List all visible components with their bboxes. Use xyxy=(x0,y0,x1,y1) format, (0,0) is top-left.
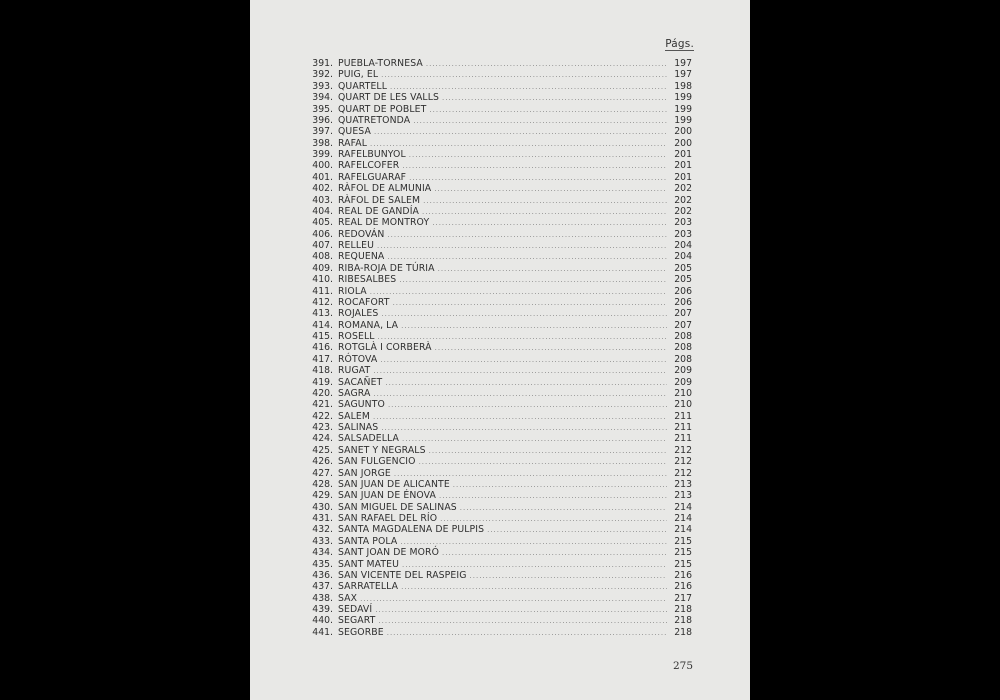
entry-number: 404. xyxy=(312,205,333,217)
entry-page: 214 xyxy=(674,524,692,536)
dot-leader xyxy=(380,355,667,366)
toc-entry xyxy=(306,502,692,513)
toc-entry xyxy=(306,445,692,456)
entry-number: 415. xyxy=(312,331,333,342)
toc-entry xyxy=(306,229,692,240)
toc-entry xyxy=(306,115,692,126)
entry-number: 406. xyxy=(312,228,333,240)
entry-page: 213 xyxy=(674,478,692,490)
toc-entry xyxy=(306,468,692,479)
entry-page: 199 xyxy=(674,114,692,126)
entry-page: 207 xyxy=(674,308,692,320)
entry-name: SALEM xyxy=(338,410,371,422)
entry-page: 211 xyxy=(674,422,692,433)
entry-name: SEGART xyxy=(338,615,376,627)
entry-number: 425. xyxy=(312,444,333,456)
entry-name: REAL DE MONTROY xyxy=(338,217,430,229)
entry-number: 440. xyxy=(312,615,333,627)
toc-entry xyxy=(306,81,692,92)
entry-name: ROMANA, LA xyxy=(338,319,399,331)
entry-name: RELLEU xyxy=(338,240,374,251)
toc-entry xyxy=(306,593,692,604)
entry-number: 427. xyxy=(312,467,333,479)
entry-name: ROTGLÀ I CORBERÀ xyxy=(338,342,432,354)
entry-page: 212 xyxy=(674,444,692,456)
dot-leader xyxy=(373,412,667,423)
dot-leader xyxy=(453,480,667,491)
dot-leader xyxy=(402,434,667,445)
toc-entry xyxy=(306,92,692,103)
entry-number: 395. xyxy=(312,103,333,115)
toc-entry xyxy=(306,342,692,353)
entry-name: SAN JUAN DE ALICANTE xyxy=(338,478,450,490)
entry-name: SANTA POLA xyxy=(338,535,398,547)
entry-page: 197 xyxy=(674,58,692,69)
entry-page: 197 xyxy=(674,69,692,81)
toc-entry xyxy=(306,559,692,570)
entry-page: 212 xyxy=(674,456,692,468)
toc-entry xyxy=(306,524,692,535)
entry-page: 215 xyxy=(674,535,692,547)
toc-entry xyxy=(306,58,692,69)
entry-page: 208 xyxy=(674,342,692,354)
entry-number: 411. xyxy=(312,285,333,297)
entry-number: 438. xyxy=(312,592,333,604)
entry-number: 397. xyxy=(312,126,333,138)
entry-page: 203 xyxy=(674,217,692,229)
entry-number: 426. xyxy=(312,456,333,468)
entry-number: 420. xyxy=(312,387,333,399)
entry-number: 405. xyxy=(312,217,333,229)
entry-number: 417. xyxy=(312,353,333,365)
toc-entry xyxy=(306,69,692,80)
dot-leader xyxy=(423,196,667,207)
entry-name: RÀFOL DE ALMUNIA xyxy=(338,183,432,195)
entry-name: REQUENA xyxy=(338,251,385,263)
entry-name: RIBESALBES xyxy=(338,274,397,286)
dot-leader xyxy=(413,116,667,127)
entry-number: 409. xyxy=(312,262,333,274)
dot-leader xyxy=(387,230,667,241)
document-page xyxy=(250,0,750,700)
entry-number: 393. xyxy=(312,80,333,92)
dot-leader xyxy=(370,287,667,298)
toc-entry xyxy=(306,627,692,638)
entry-number: 416. xyxy=(312,342,333,354)
entry-page: 216 xyxy=(674,569,692,581)
entry-name: REAL DE GANDÍA xyxy=(338,205,419,217)
entry-number: 391. xyxy=(312,58,333,69)
dot-leader xyxy=(402,161,667,172)
entry-page: 206 xyxy=(674,285,692,297)
entry-number: 430. xyxy=(312,501,333,513)
entry-page: 211 xyxy=(674,433,692,445)
entry-page: 200 xyxy=(674,137,692,149)
entry-number: 435. xyxy=(312,558,333,570)
entry-number: 419. xyxy=(312,376,333,388)
entry-page: 210 xyxy=(674,399,692,411)
toc-entry xyxy=(306,195,692,206)
dot-leader xyxy=(378,616,667,627)
dot-leader xyxy=(388,400,667,411)
dot-leader xyxy=(429,105,667,116)
entry-number: 428. xyxy=(312,478,333,490)
toc-entry xyxy=(306,263,692,274)
dot-leader xyxy=(381,309,667,320)
toc-entry xyxy=(306,308,692,319)
entry-page: 208 xyxy=(674,331,692,342)
toc-entry xyxy=(306,513,692,524)
entry-name: QUART DE LES VALLS xyxy=(338,92,439,104)
entry-name: SAN FULGENCIO xyxy=(338,456,416,468)
entry-page: 209 xyxy=(674,365,692,377)
dot-leader xyxy=(422,207,667,218)
entry-number: 439. xyxy=(312,604,333,615)
entry-page: 209 xyxy=(674,376,692,388)
entry-name: SANT JOAN DE MORÓ xyxy=(338,547,439,559)
entry-number: 418. xyxy=(312,365,333,377)
toc-entry xyxy=(306,456,692,467)
dot-leader xyxy=(387,628,667,639)
entry-name: SAN MIGUEL DE SALINAS xyxy=(338,501,457,513)
entry-page: 216 xyxy=(674,581,692,593)
entry-page: 206 xyxy=(674,296,692,308)
entry-page: 212 xyxy=(674,467,692,479)
dot-leader xyxy=(487,525,667,536)
pages-column-header: Págs. xyxy=(665,38,694,50)
dot-leader xyxy=(401,582,667,593)
entry-page: 214 xyxy=(674,513,692,524)
toc-entry xyxy=(306,615,692,626)
entry-name: SAGUNTO xyxy=(338,399,385,411)
entry-name: SALSADELLA xyxy=(338,433,400,445)
entry-name: SEDAVÍ xyxy=(338,604,373,615)
entry-number: 423. xyxy=(312,422,333,433)
dot-leader xyxy=(400,537,667,548)
entry-number: 399. xyxy=(312,149,333,160)
entry-name: RAFELGUARAF xyxy=(338,171,407,183)
toc-entry xyxy=(306,149,692,160)
entry-number: 436. xyxy=(312,569,333,581)
entry-page: 214 xyxy=(674,501,692,513)
toc-entry xyxy=(306,320,692,331)
entry-page: 201 xyxy=(674,160,692,172)
entry-number: 394. xyxy=(312,92,333,104)
entry-number: 413. xyxy=(312,308,333,320)
dot-leader xyxy=(377,241,667,252)
toc-entry xyxy=(306,377,692,388)
entry-page: 203 xyxy=(674,228,692,240)
entry-name: SAN VICENTE DEL RASPEIG xyxy=(338,569,467,581)
page-number: 275 xyxy=(672,660,693,672)
entry-number: 421. xyxy=(312,399,333,411)
dot-leader xyxy=(373,389,667,400)
dot-leader xyxy=(432,218,667,229)
toc-entry xyxy=(306,331,692,342)
entry-page: 215 xyxy=(674,558,692,570)
entry-page: 218 xyxy=(674,615,692,627)
toc-entry xyxy=(306,479,692,490)
toc-entry xyxy=(306,126,692,137)
entry-name: QUART DE POBLET xyxy=(338,103,427,115)
entry-name: SAN RAFAEL DEL RÍO xyxy=(338,513,438,524)
dot-leader xyxy=(438,264,667,275)
entry-name: ROCAFORT xyxy=(338,296,390,308)
entry-name: RAFELBUNYOL xyxy=(338,149,406,160)
entry-name: SACAÑET xyxy=(338,376,383,388)
dot-leader xyxy=(435,343,667,354)
entry-number: 424. xyxy=(312,433,333,445)
entry-page: 201 xyxy=(674,149,692,160)
entry-number: 414. xyxy=(312,319,333,331)
entry-page: 202 xyxy=(674,194,692,206)
entry-number: 412. xyxy=(312,296,333,308)
toc-entry xyxy=(306,581,692,592)
entry-name: PUIG, EL xyxy=(338,69,379,81)
toc-entry xyxy=(306,217,692,228)
dot-leader xyxy=(460,503,667,514)
toc-entry xyxy=(306,547,692,558)
entry-name: SAN JUAN DE ÉNOVA xyxy=(338,490,436,502)
dot-leader xyxy=(381,70,667,81)
entry-name: SAN JORGE xyxy=(338,467,391,479)
dot-leader xyxy=(374,127,667,138)
entry-name: ROSELL xyxy=(338,331,375,342)
entry-page: 213 xyxy=(674,490,692,502)
entry-name: RÓTOVA xyxy=(338,353,378,365)
toc-entry xyxy=(306,365,692,376)
toc-entry xyxy=(306,411,692,422)
entry-number: 429. xyxy=(312,490,333,502)
entry-number: 441. xyxy=(312,626,333,638)
entry-number: 432. xyxy=(312,524,333,536)
entry-number: 401. xyxy=(312,171,333,183)
entry-name: SANTA MAGDALENA DE PULPIS xyxy=(338,524,485,536)
toc-entry xyxy=(306,286,692,297)
entry-number: 402. xyxy=(312,183,333,195)
toc-entry xyxy=(306,160,692,171)
entry-number: 434. xyxy=(312,547,333,559)
entry-page: 211 xyxy=(674,410,692,422)
entry-name: ROJALES xyxy=(338,308,379,320)
dot-leader xyxy=(419,457,667,468)
entry-page: 201 xyxy=(674,171,692,183)
entry-name: SAGRA xyxy=(338,387,371,399)
entry-name: QUATRETONDA xyxy=(338,114,411,126)
toc-entry xyxy=(306,388,692,399)
toc-entry xyxy=(306,183,692,194)
entry-number: 410. xyxy=(312,274,333,286)
entry-page: 199 xyxy=(674,103,692,115)
entry-name: RIOLA xyxy=(338,285,367,297)
entry-page: 199 xyxy=(674,92,692,104)
dot-leader xyxy=(442,548,667,559)
entry-page: 218 xyxy=(674,604,692,615)
toc-entry xyxy=(306,251,692,262)
toc-entry xyxy=(306,297,692,308)
entry-name: RAFAL xyxy=(338,137,367,149)
toc-entry xyxy=(306,104,692,115)
entry-page: 204 xyxy=(674,240,692,251)
entry-page: 210 xyxy=(674,387,692,399)
entry-page: 202 xyxy=(674,205,692,217)
dot-leader xyxy=(360,594,667,605)
entry-number: 403. xyxy=(312,194,333,206)
dot-leader xyxy=(393,298,667,309)
entry-name: PUEBLA-TORNESA xyxy=(338,58,423,69)
entry-page: 208 xyxy=(674,353,692,365)
toc-entry xyxy=(306,399,692,410)
entry-number: 400. xyxy=(312,160,333,172)
dot-leader xyxy=(439,491,667,502)
table-of-contents xyxy=(306,58,692,638)
entry-number: 408. xyxy=(312,251,333,263)
entry-page: 205 xyxy=(674,262,692,274)
entry-number: 433. xyxy=(312,535,333,547)
toc-entry xyxy=(306,570,692,581)
toc-entry xyxy=(306,422,692,433)
entry-page: 202 xyxy=(674,183,692,195)
entry-page: 204 xyxy=(674,251,692,263)
dot-leader xyxy=(370,139,667,150)
dot-leader xyxy=(401,321,667,332)
dot-leader xyxy=(409,150,667,161)
entry-number: 431. xyxy=(312,513,333,524)
dot-leader xyxy=(375,605,667,616)
entry-page: 198 xyxy=(674,80,692,92)
toc-entry xyxy=(306,274,692,285)
dot-leader xyxy=(385,378,667,389)
entry-name: SANT MATEU xyxy=(338,558,400,570)
dot-leader xyxy=(442,93,667,104)
dot-leader xyxy=(426,59,667,70)
toc-entry xyxy=(306,536,692,547)
dot-leader xyxy=(409,173,667,184)
toc-entry xyxy=(306,490,692,501)
toc-entry xyxy=(306,206,692,217)
dot-leader xyxy=(381,423,667,434)
entry-name: SARRATELLA xyxy=(338,581,399,593)
entry-number: 398. xyxy=(312,137,333,149)
entry-name: QUESA xyxy=(338,126,371,138)
entry-page: 215 xyxy=(674,547,692,559)
entry-number: 422. xyxy=(312,410,333,422)
toc-entry xyxy=(306,172,692,183)
toc-entry xyxy=(306,433,692,444)
entry-name: RAFELCOFER xyxy=(338,160,400,172)
entry-name: RUGAT xyxy=(338,365,371,377)
toc-entry xyxy=(306,354,692,365)
entry-name: RÀFOL DE SALEM xyxy=(338,194,421,206)
toc-entry xyxy=(306,240,692,251)
entry-number: 437. xyxy=(312,581,333,593)
entry-name: SAX xyxy=(338,592,358,604)
entry-name: QUARTELL xyxy=(338,80,387,92)
entry-number: 392. xyxy=(312,69,333,81)
dot-leader xyxy=(429,446,667,457)
toc-entry xyxy=(306,604,692,615)
entry-name: SEGORBE xyxy=(338,626,384,638)
entry-number: 407. xyxy=(312,240,333,251)
entry-name: SANET Y NEGRALS xyxy=(338,444,426,456)
entry-page: 200 xyxy=(674,126,692,138)
entry-name: SALINAS xyxy=(338,422,379,433)
entry-number: 396. xyxy=(312,114,333,126)
dot-leader xyxy=(470,571,667,582)
toc-entry xyxy=(306,138,692,149)
entry-name: RIBA-ROJA DE TÚRIA xyxy=(338,262,435,274)
dot-leader xyxy=(434,184,667,195)
entry-name: REDOVÁN xyxy=(338,228,385,240)
entry-page: 205 xyxy=(674,274,692,286)
entry-page: 217 xyxy=(674,592,692,604)
entry-page: 207 xyxy=(674,319,692,331)
dot-leader xyxy=(373,366,667,377)
entry-page: 218 xyxy=(674,626,692,638)
dot-leader xyxy=(399,275,667,286)
